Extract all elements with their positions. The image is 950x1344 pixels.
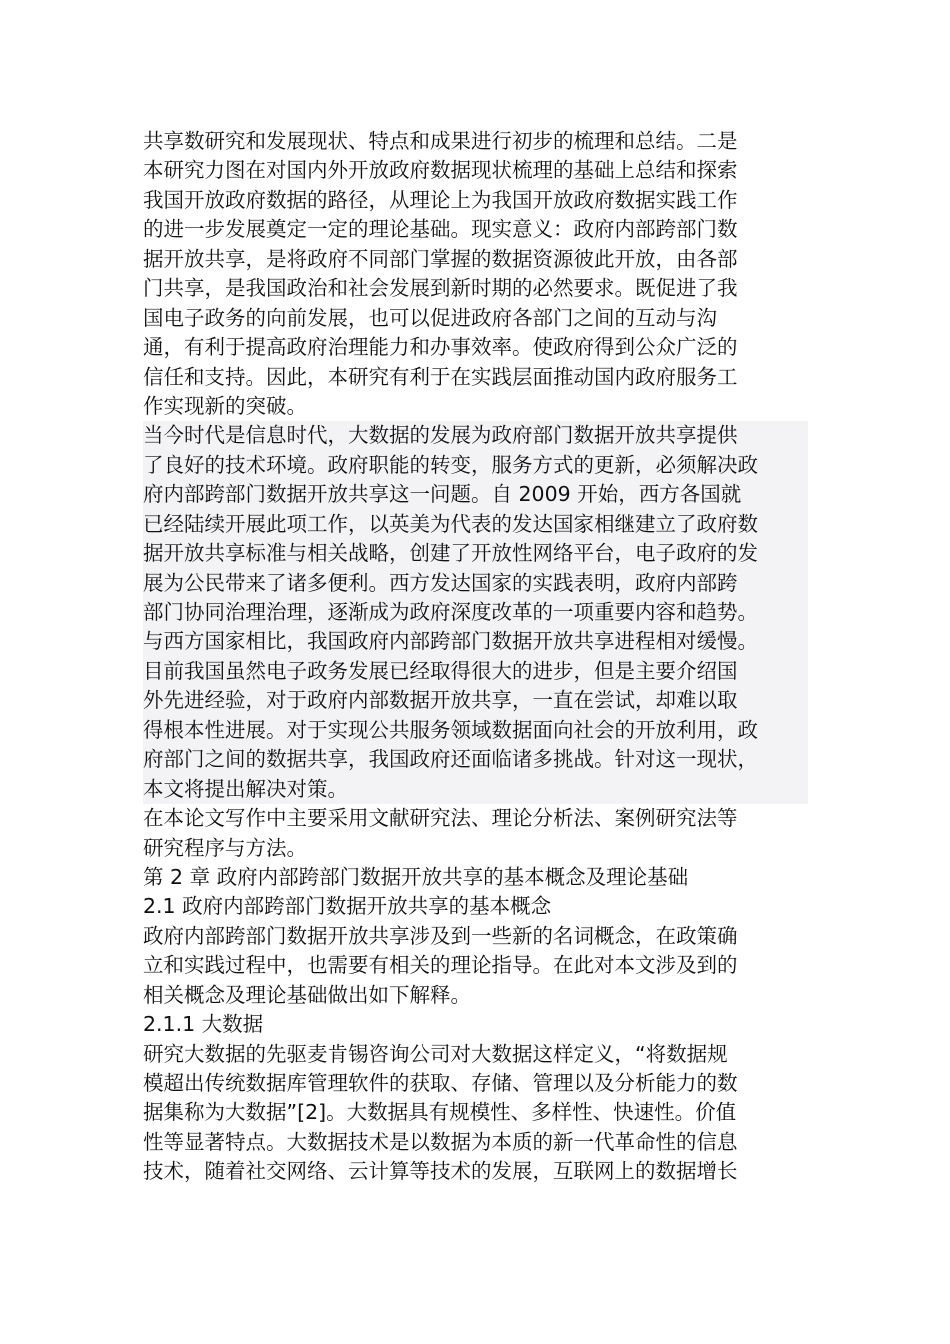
text-line: 府内部跨部门数据开放共享这一问题。自 2009 开始，西方各国就 — [143, 480, 808, 509]
text-line: 研究大数据的先驱麦肯锡咨询公司对大数据这样定义，“将数据规 — [143, 1041, 728, 1066]
text-line: 本研究力图在对国内外开放政府数据现状梳理的基础上总结和探索 — [143, 158, 738, 183]
text-line: 目前我国虽然电子政务发展已经取得很大的进步，但是主要介绍国 — [143, 657, 808, 686]
text-line: 的进一步发展奠定一定的理论基础。现实意义：政府内部跨部门数 — [143, 217, 738, 242]
text-line: 2.1.1 大数据 — [143, 1012, 264, 1037]
text-line: 研究程序与方法。 — [143, 835, 307, 860]
text-line: 当今时代是信息时代，大数据的发展为政府部门数据开放共享提供 — [143, 421, 808, 450]
text-line: 作实现新的突破。 — [143, 393, 307, 418]
text-line: 共享数研究和发展现状、特点和成果进行初步的梳理和总结。二是 — [143, 129, 738, 153]
text-line: 本文将提出解决对策。 — [143, 775, 808, 804]
text-line: 部门协同治理治理，逐渐成为政府深度改革的一项重要内容和趋势。 — [143, 598, 808, 627]
text-line: 第 2 章 政府内部跨部门数据开放共享的基本概念及理论基础 — [143, 864, 689, 889]
text-line: 已经陆续开展此项工作，以英美为代表的发达国家相继建立了政府数 — [143, 510, 808, 539]
text-line: 政府内部跨部门数据开放共享涉及到一些新的名词概念，在政策确 — [143, 923, 738, 948]
text-line: 据开放共享标准与相关战略，创建了开放性网络平台，电子政府的发 — [143, 539, 808, 568]
text-line: 在本论文写作中主要采用文献研究法、理论分析法、案例研究法等 — [143, 806, 738, 831]
text-line: 门共享，是我国政治和社会发展到新时期的必然要求。既促进了我 — [143, 276, 738, 301]
text-line: 技术，随着社交网络、云计算等技术的发展，互联网上的数据增长 — [143, 1159, 738, 1184]
text-line: 得根本性进展。对于实现公共服务领域数据面向社会的开放利用，政 — [143, 716, 808, 745]
text-line: 模超出传统数据库管理软件的获取、存储、管理以及分析能力的数 — [143, 1071, 738, 1095]
text-line: 2.1 政府内部跨部门数据开放共享的基本概念 — [143, 894, 552, 919]
text-line: 信任和支持。因此，本研究有利于在实践层面推动国内政府服务工 — [143, 364, 738, 389]
text-line: 相关概念及理论基础做出如下解释。 — [143, 982, 471, 1007]
text-line: 性等显著特点。大数据技术是以数据为本质的新一代革命性的信息 — [143, 1129, 738, 1154]
text-line: 了良好的技术环境。政府职能的转变，服务方式的更新，必须解决政 — [143, 451, 808, 480]
text-line: 府部门之间的数据共享，我国政府还面临诸多挑战。针对这一现状， — [143, 745, 808, 774]
text-line: 国电子政务的向前发展，也可以促进政府各部门之间的互动与沟 — [143, 305, 717, 330]
text-line: 据集称为大数据”[2]。大数据具有规模性、多样性、快速性。价值 — [143, 1100, 737, 1125]
text-line: 外先进经验，对于政府内部数据开放共享，一直在尝试，却难以取 — [143, 686, 808, 715]
text-line: 立和实践过程中，也需要有相关的理论指导。在此对本文涉及到的 — [143, 953, 738, 978]
text-line: 据开放共享，是将政府不同部门掌握的数据资源彼此开放，由各部 — [143, 246, 738, 271]
document-body — [143, 127, 808, 1187]
text-line: 通，有利于提高政府治理能力和办事效率。使政府得到公众广泛的 — [143, 335, 738, 360]
text-line: 我国开放政府数据的路径，从理论上为我国开放政府数据实践工作 — [143, 187, 738, 212]
text-line: 与西方国家相比，我国政府内部跨部门数据开放共享进程相对缓慢。 — [143, 627, 808, 656]
text-line: 展为公民带来了诸多便利。西方发达国家的实践表明，政府内部跨 — [143, 569, 808, 598]
